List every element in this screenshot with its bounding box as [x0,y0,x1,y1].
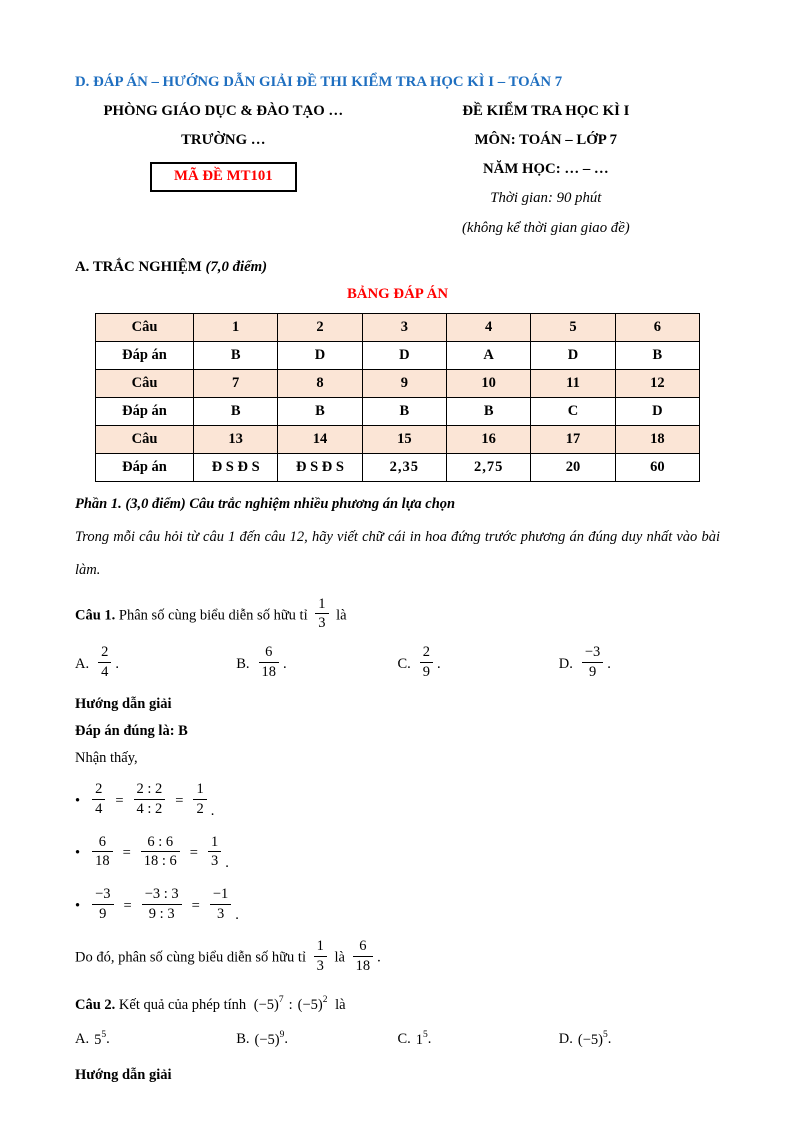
option-period: . [284,1031,289,1048]
fraction-denominator: 18 [95,853,110,870]
fraction-denominator: 18 [261,663,277,680]
conclusion-text: Do đó, phân số cùng biểu diễn số hữu tỉ [75,949,306,966]
equals-sign: = [175,793,184,810]
table-row [96,426,700,454]
fraction [142,886,182,922]
question-number-cell: 16 [446,426,530,454]
header-right-column [372,103,720,250]
option-letter: C. [397,1031,411,1048]
fraction [92,781,105,817]
fraction-denominator: 9 [588,663,597,680]
fraction-denominator: 3 [216,905,225,922]
fraction-numerator: 6 [92,834,113,853]
question-number-cell: 4 [446,314,530,342]
power-expression [94,1031,106,1049]
option-letter: A. [75,655,90,672]
power-base: 1 [415,1031,424,1048]
fraction [210,886,231,922]
fraction-numerator: 1 [193,781,206,800]
no-extra-time-note: (không kể thời gian giao đề) [461,220,630,236]
fraction [315,596,328,632]
fraction-numerator: −1 [210,886,231,905]
row-header-cell: Đáp án [96,342,194,370]
duration-line: Thời gian: 90 phút [490,190,602,206]
fraction [353,938,374,974]
option-period: . [607,1031,612,1048]
answer-cell: B [362,398,446,426]
fraction [98,644,111,680]
equals-sign: = [123,897,132,914]
fraction [208,834,221,870]
fraction-denominator: 3 [316,958,324,975]
fraction [92,834,113,870]
conclusion-line [75,940,720,976]
option-c [398,646,559,682]
exam-header [75,103,720,250]
answer-table [95,313,700,482]
question-number-cell: 14 [278,426,362,454]
section-a-points: (7,0 điểm) [205,259,268,275]
option-c [398,1031,559,1049]
answer-cell: 2,35 [362,454,446,482]
question-number-cell: 8 [278,370,362,398]
power-exponent: 5 [602,1030,608,1041]
observation-line: Nhận thấy, [75,750,138,767]
fraction [193,781,206,817]
equals-sign: = [122,845,131,862]
option-d [559,646,720,682]
question-number-cell: 10 [446,370,530,398]
power-exponent: 7 [278,994,284,1005]
department-line: PHÒNG GIÁO DỤC & ĐÀO TẠO … [103,103,344,119]
fraction-denominator: 3 [318,615,326,632]
fraction [314,938,327,974]
fraction-numerator: −3 [92,886,113,905]
fraction-numerator: −3 : 3 [142,886,182,905]
header-left-column [75,103,372,250]
option-letter: A. [75,1031,90,1048]
fraction-denominator: 4 [95,801,103,818]
answer-cell: Đ S Đ S [194,454,278,482]
option-period: . [427,1031,432,1048]
option-b [236,1031,397,1049]
solution-step [75,888,720,924]
correct-answer-line: Đáp án đúng là: B [75,723,188,740]
option-period: . [607,655,611,672]
question-number-cell: 6 [615,314,699,342]
question-text: là [335,996,346,1013]
fraction-numerator: 6 : 6 [141,834,180,853]
fraction-numerator: 2 [92,781,105,800]
question-number-cell: 11 [531,370,615,398]
row-header-cell: Câu [96,314,194,342]
option-period: . [437,655,441,672]
fraction-denominator: 9 : 3 [148,905,175,922]
equals-sign: = [189,845,198,862]
option-letter: B. [236,1031,250,1048]
option-letter: B. [236,655,250,672]
question-label: Câu 1. [75,607,116,624]
power-exponent: 9 [279,1030,285,1041]
option-letter: D. [558,655,573,672]
answer-cell: C [531,398,615,426]
fraction-numerator: −3 [582,644,603,663]
answer-cell: B [278,398,362,426]
answer-table-title: BẢNG ĐÁP ÁN [346,286,449,302]
guide-heading: Hướng dẫn giải [75,1066,172,1083]
question-number-cell: 18 [615,426,699,454]
option-period: . [283,655,287,672]
answer-cell: 2,75 [446,454,530,482]
option-d [559,1031,720,1049]
fraction-numerator: 6 [259,644,280,663]
fraction-denominator: 4 [101,663,109,680]
solution-step [75,833,720,872]
fraction-denominator: 4 : 2 [136,801,163,818]
guide-heading: Hướng dẫn giải [75,696,172,713]
option-letter: C. [397,655,411,672]
fraction-denominator: 2 [196,801,204,818]
fraction-numerator: 1 [315,596,328,615]
fraction [259,644,280,680]
fraction-numerator: 2 [98,644,111,663]
question-number-cell: 2 [278,314,362,342]
answer-cell: B [446,398,530,426]
option-letter: D. [558,1031,573,1048]
question-number-cell: 15 [362,426,446,454]
row-header-cell: Câu [96,370,194,398]
option-b [236,646,397,682]
question-1-options [75,646,720,682]
section-a-heading [75,259,720,276]
part1-instructions: Trong mỗi câu hỏi từ câu 1 đến câu 12, hãy viết chữ cái in hoa đứng trước phương án đúng duy nhất vào bài làm. [75,529,720,579]
bullet-icon: • [75,793,81,810]
question-number-cell: 13 [194,426,278,454]
power-base: (−5) [253,996,279,1013]
fraction [92,886,113,922]
option-period: . [115,655,119,672]
option-period: . [106,1031,110,1048]
fraction-denominator: 18 : 6 [143,853,177,870]
power-exponent: 5 [423,1030,428,1041]
power-base: (−5) [297,996,323,1013]
power-base: (−5) [577,1031,603,1048]
question-text: Kết quả của phép tính [118,996,247,1013]
table-row [96,398,700,426]
power-exponent: 5 [101,1030,107,1041]
option-a [75,646,236,682]
answer-cell: B [194,342,278,370]
bullet-icon: • [75,897,81,914]
fraction-denominator: 9 [99,905,107,922]
exam-code-box: MÃ ĐỀ MT101 [150,162,297,192]
question-2-options [75,1031,720,1049]
answer-cell: Đ S Đ S [278,454,362,482]
power-expression [578,1031,608,1049]
subject-line: MÔN: TOÁN – LỚP 7 [474,132,618,148]
sentence-period: . [210,802,215,819]
sentence-period: . [225,855,229,872]
question-number-cell: 9 [362,370,446,398]
power-expression [416,1031,428,1049]
fraction-numerator: 6 [353,938,374,957]
table-row [96,370,700,398]
sentence-period: . [377,949,381,966]
row-header-cell: Câu [96,426,194,454]
fraction-numerator: 2 [420,644,433,663]
question-2-stem [75,995,720,1015]
answer-cell: A [446,342,530,370]
question-text: là [336,607,347,624]
power-expression [253,994,328,1013]
equals-sign: = [115,793,124,810]
fraction [134,781,166,817]
fraction-numerator: 1 [314,938,327,957]
answer-cell: D [531,342,615,370]
question-text: Phân số cùng biểu diễn số hữu tỉ [118,607,308,624]
fraction [582,644,603,680]
answer-cell: D [362,342,446,370]
question-number-cell: 5 [531,314,615,342]
table-row [96,342,700,370]
part1-heading: Phần 1. (3,0 điểm) Câu trắc nghiệm nhiều phương án lựa chọn [75,496,456,512]
fraction [420,644,433,680]
table-row [96,454,700,482]
question-number-cell: 7 [194,370,278,398]
answer-cell: D [615,398,699,426]
fraction-denominator: 18 [355,958,371,975]
power-base: (−5) [254,1031,280,1048]
answer-cell: 20 [531,454,615,482]
fraction-numerator: 2 : 2 [134,781,166,800]
conclusion-text: là [334,949,345,966]
question-label: Câu 2. [75,996,116,1013]
power-exponent: 2 [322,994,328,1005]
option-a [75,1031,236,1049]
answer-cell: B [615,342,699,370]
power-expression [255,1031,285,1049]
fraction-numerator: 1 [208,834,221,853]
question-number-cell: 1 [194,314,278,342]
answer-cell: 60 [615,454,699,482]
doc-title: D. ĐÁP ÁN – HƯỚNG DẪN GIẢI ĐỀ THI KIỂM TRA HỌC KÌ I – TOÁN 7 [75,74,563,90]
school-line: TRƯỜNG … [181,132,266,148]
question-1-stem [75,595,720,634]
section-a-label: A. TRẮC NGHIỆM [75,259,202,275]
school-year-line: NĂM HỌC: … – … [482,161,609,177]
division-operator: : [288,996,293,1013]
bullet-icon: • [75,845,81,862]
answer-cell: D [278,342,362,370]
question-number-cell: 3 [362,314,446,342]
row-header-cell: Đáp án [96,454,194,482]
question-number-cell: 12 [615,370,699,398]
solution-step [75,783,720,819]
equals-sign: = [191,897,200,914]
fraction [141,834,180,870]
fraction-denominator: 9 [422,663,431,680]
table-row [96,314,700,342]
row-header-cell: Đáp án [96,398,194,426]
sentence-period: . [235,907,239,924]
exam-title-line: ĐỀ KIỂM TRA HỌC KÌ I [462,103,630,119]
answer-cell: B [194,398,278,426]
power-base: 5 [94,1031,102,1048]
fraction-denominator: 3 [210,853,219,870]
question-number-cell: 17 [531,426,615,454]
